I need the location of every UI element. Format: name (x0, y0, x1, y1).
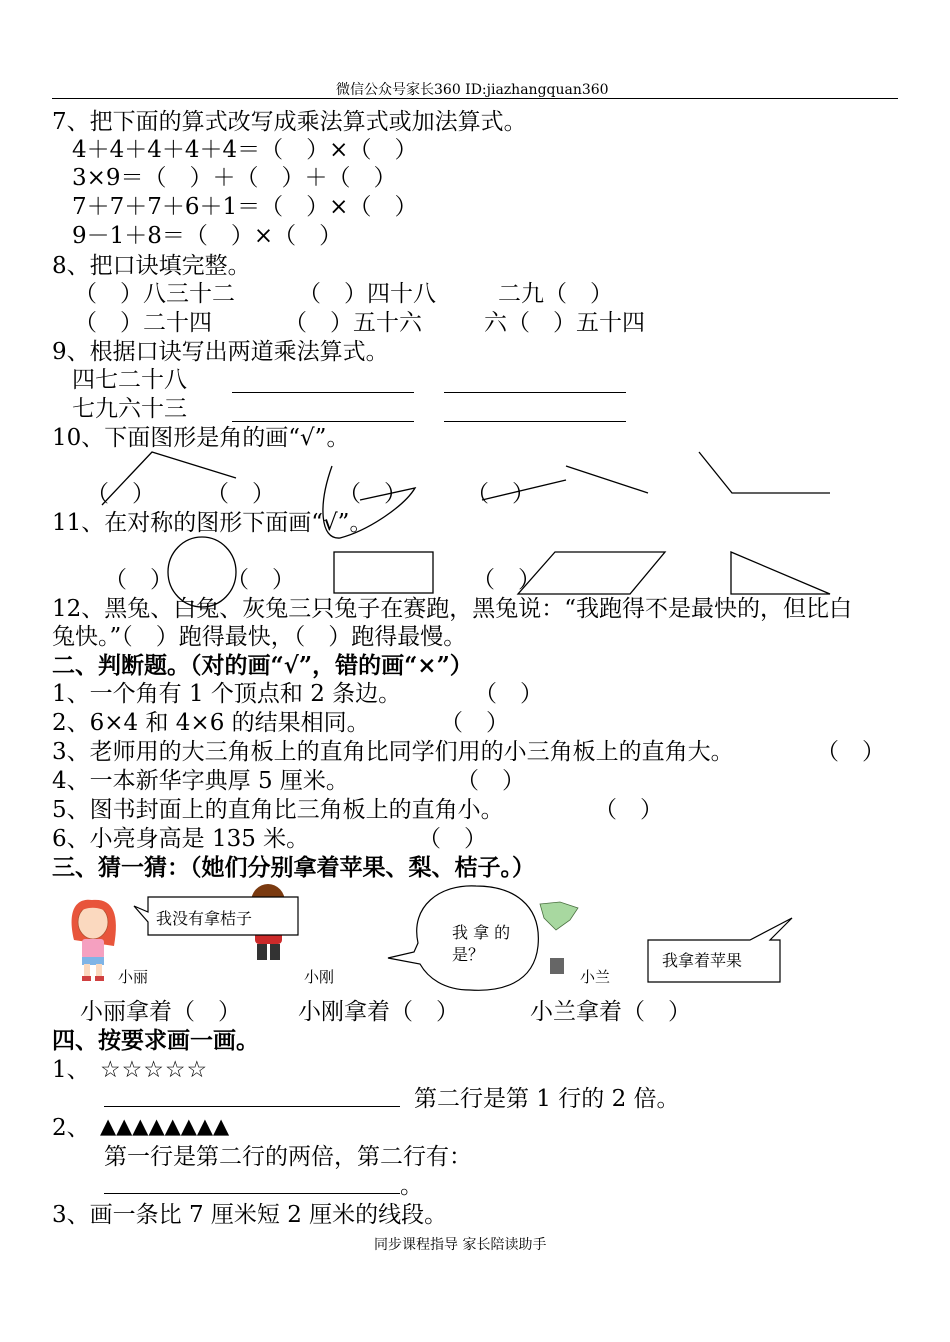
judge-item-3: 3、老师用的大三角板上的直角比同学们用的小三角板上的直角大。 (52, 739, 734, 765)
draw-answer-line-2[interactable] (104, 1173, 400, 1194)
draw-item-3: 3、画一条比 7 厘米短 2 厘米的线段。 (52, 1202, 448, 1228)
name-label-xiaoli: 小丽 (118, 968, 149, 986)
q9-rhyme-2: 七九六十三 (72, 396, 187, 422)
q12-line-1: 12、黑兔、白兔、灰兔三只兔子在赛跑，黑兔说：“我跑得不是最快的，但比白 (52, 596, 853, 622)
judge-blank-6[interactable]: （ ） (418, 826, 487, 852)
q7-line-3: 7＋7＋7＋6＋1＝（ ）×（ ） (72, 194, 418, 220)
q12-line-2: 兔快。”（ ）跑得最快，（ ）跑得最慢。 (52, 624, 467, 650)
judge-blank-2[interactable]: （ ） (440, 710, 509, 736)
judge-blank-1[interactable]: （ ） (474, 681, 543, 707)
q7-line-4: 9－1＋8＝（ ）×（ ） (72, 223, 343, 249)
girl-xiaolan-figure (540, 902, 578, 974)
q10-blank-1[interactable]: （ ） (86, 481, 155, 507)
q9-rhyme-1: 四七二十八 (72, 367, 187, 393)
section3-title: 三、猜一猜：（她们分别拿着苹果、梨、桔子。） (52, 854, 535, 881)
q8-item-3: 二九（ ） (498, 281, 613, 307)
judge-item-4: 4、一本新华字典厚 5 厘米。 (52, 768, 349, 794)
q11-title: 11、在对称的图形下面画“√”。 (52, 510, 373, 536)
q10-blank-2[interactable]: （ ） (206, 481, 275, 507)
q10-blank-4[interactable]: （ ） (466, 481, 535, 507)
judge-item-5: 5、图书封面上的直角比三角板上的直角小。 (52, 797, 504, 823)
page-footer: 同步课程指导 家长陪读助手 (374, 1237, 547, 1253)
draw-item-2-number: 2、 (52, 1115, 90, 1141)
page-header: 微信公众号家长360 ID:jiazhangquan360 (336, 82, 609, 98)
answer-xiaoli[interactable]: 小丽拿着（ ） (80, 999, 241, 1025)
judge-item-1: 1、一个角有 1 个顶点和 2 条边。 (52, 681, 402, 707)
answer-xiaolan[interactable]: 小兰拿着（ ） (530, 999, 691, 1025)
judge-blank-3[interactable]: （ ） (816, 739, 885, 765)
bubble-text-2a: 我 拿 的 (452, 923, 511, 942)
triangle-row: ▲▲▲▲▲▲▲▲ (100, 1114, 230, 1138)
q8-item-1: （ ）八三十二 (74, 281, 235, 307)
judge-item-2: 2、6×4 和 4×6 的结果相同。 (52, 710, 370, 736)
q8-title: 8、把口诀填完整。 (52, 253, 251, 279)
q10-title: 10、下面图形是角的画“√”。 (52, 425, 350, 451)
bubble-text-2b: 是？ (452, 945, 485, 964)
q8-item-6: 六（ ）五十四 (484, 310, 645, 336)
star-row: ☆☆☆☆☆ (100, 1057, 209, 1083)
draw-item-1-text: 第二行是第 1 行的 2 倍。 (414, 1086, 680, 1112)
draw-item-1-number: 1、 (52, 1057, 90, 1083)
girl-xiaoli-figure (72, 900, 116, 981)
q9-title: 9、根据口诀写出两道乘法算式。 (52, 339, 389, 365)
draw-item-2-text: 第一行是第二行的两倍，第二行有： (104, 1144, 472, 1170)
q11-blank-3[interactable]: （ ） (472, 567, 541, 593)
draw-answer-line-1[interactable] (104, 1086, 400, 1107)
q8-item-2: （ ）四十八 (298, 281, 436, 307)
q10-blank-3[interactable]: （ ） (338, 481, 407, 507)
name-label-xiaogang: 小刚 (304, 968, 335, 986)
bubble-text-3: 我拿着苹果 (662, 951, 743, 970)
q8-item-5: （ ）五十六 (284, 310, 422, 336)
answer-xiaogang[interactable]: 小刚拿着（ ） (298, 999, 459, 1025)
q7-line-2: 3×9＝（ ）＋（ ）＋（ ） (72, 165, 397, 191)
q8-item-4: （ ）二十四 (74, 310, 212, 336)
q7-line-1: 4＋4＋4＋4＋4＝（ ）×（ ） (72, 137, 418, 163)
section4-title: 四、按要求画一画。 (52, 1027, 259, 1054)
q11-blank-1[interactable]: （ ） (104, 567, 173, 593)
section2-title: 二、判断题。（对的画“√”，错的画“×”） (52, 652, 473, 679)
judge-item-6: 6、小亮身高是 135 米。 (52, 826, 310, 852)
name-label-xiaolan: 小兰 (580, 968, 611, 986)
draw-item-2-end: 。 (400, 1173, 423, 1199)
q7-title: 7、把下面的算式改写成乘法算式或加法算式。 (52, 109, 527, 135)
bubble-text-1: 我没有拿桔子 (156, 909, 253, 928)
q11-blank-2[interactable]: （ ） (226, 567, 295, 593)
judge-blank-5[interactable]: （ ） (594, 797, 663, 823)
judge-blank-4[interactable]: （ ） (456, 768, 525, 794)
